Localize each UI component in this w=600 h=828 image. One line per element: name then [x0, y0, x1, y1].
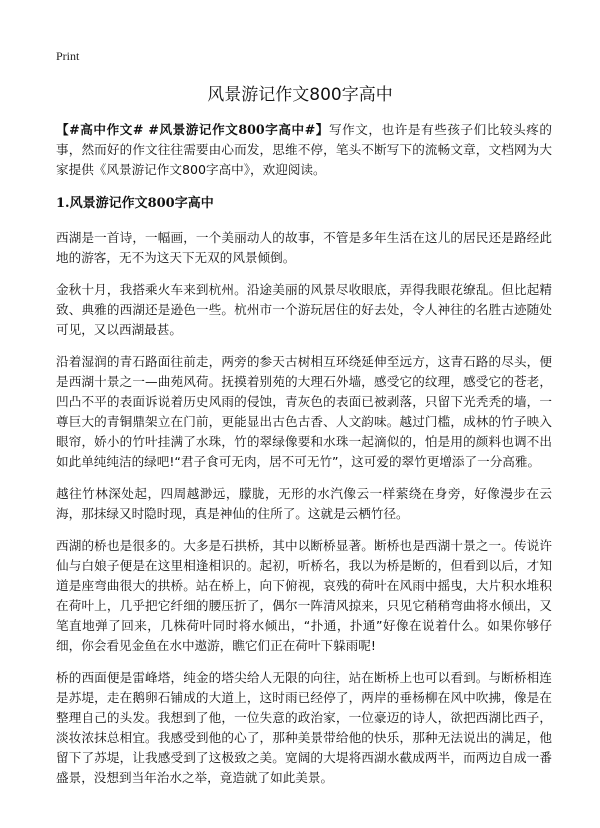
page-title: 风景游记作文800字高中	[207, 85, 393, 105]
paragraph-1: 西湖是一首诗，一幅画，一个美丽动人的故事，不管是多年生活在这儿的居民还是路经此地的游客，无不为这天下无双的风景倾倒。	[56, 230, 552, 265]
paragraph-2: 金秋十月，我搭乘火车来到杭州。沿途美丽的风景尽收眼底，弄得我眼花缭乱。但比起精致、典雅的西湖还是逊色一些。杭州市一个游玩居住的好去处，令人神往的名胜古迹随处可见，又以西湖最甚。	[56, 282, 552, 337]
intro-tags: 【#高中作文# #风景游记作文800字高中#】	[56, 122, 329, 137]
article-body	[56, 120, 552, 800]
print-label: Print	[56, 49, 80, 63]
intro-text: 写作文，也许是有些孩子们比较头疼的事，然而好的作文往往需要由心而发，思维不停，笔头不断写下的流畅文章，文档网为大家提供《风景游记作文800字高中》，欢迎阅读。	[56, 122, 552, 177]
intro-paragraph	[56, 120, 552, 180]
section-heading: 1.风景游记作文800字高中	[56, 196, 214, 211]
paragraph-6: 桥的西面便是雷峰塔，纯金的塔尖给人无限的向往，站在断桥上也可以看到。与断桥相连是苏堤，走在鹅卵石铺成的大道上，这时雨已经停了，两岸的垂杨柳在风中吹拂，像是在整理自己的头发。我想到了他，一位失意的政治家，一位豪迈的诗人，欲把西湖比西子，淡妆浓抹总相宜。我感受到他的心了，那种美景带给他的快乐，那种无法说出的满足，他留下了苏堤，让我感受到了这极致之美。宽阔的大堤将西湖水截成两半，而两边自成一番盛景，没想到当年治水之举，竟造就了如此美景。	[56, 670, 552, 785]
paragraph-4: 越往竹林深处起，四周越渺远，朦胧，无形的水汽像云一样萦绕在身旁，好像漫步在云海，那抹绿又时隐时现，真是神仙的住所了。这就是云栖竹径。	[56, 486, 552, 521]
paragraph-5: 西湖的桥也是很多的。大多是石拱桥，其中以断桥显著。断桥也是西湖十景之一。传说许仙与白娘子便是在这里相逢相识的。起初，听桥名，我以为桥是断的，但看到以后，才知道是座弯曲很大的拱桥。站在桥上，向下俯视，哀残的荷叶在风雨中摇曳，大片积水堆积在荷叶上，几乎把它纤细的腰压折了，偶尔一阵清风掠来，只见它稍稍弯曲将水倾出，又笔直地弹了回来，几株荷叶同时将水倾出，“扑通，扑通”好像在说着什么。如果你够仔细，你会看见金鱼在水中遨游，瞧它们正在荷叶下躲雨呢!	[56, 538, 552, 653]
paragraph-3: 沿着湿润的青石路面往前走，两旁的参天古树相互环绕延伸至远方，这青石路的尽头，便是西湖十景之一—曲苑风荷。抚摸着别苑的大理石外墙，感受它的纹理，感受它的苍老，凹凸不平的表面诉说着历史风雨的侵蚀，青灰色的表面已被剥落，只留下光秃秃的墙，一尊巨大的青铜鼎架立在门前，更能显出古色古香、人文韵味。越过门槛，成林的竹子映入眼帘，娇小的竹叶挂满了水珠，竹的翠绿像要和水珠一起滴似的，怕是用的颜料也调不出如此单纯纯洁的绿吧!“君子食可无肉，居不可无竹”，这可爱的翠竹更增添了一分高雅。	[56, 354, 552, 469]
